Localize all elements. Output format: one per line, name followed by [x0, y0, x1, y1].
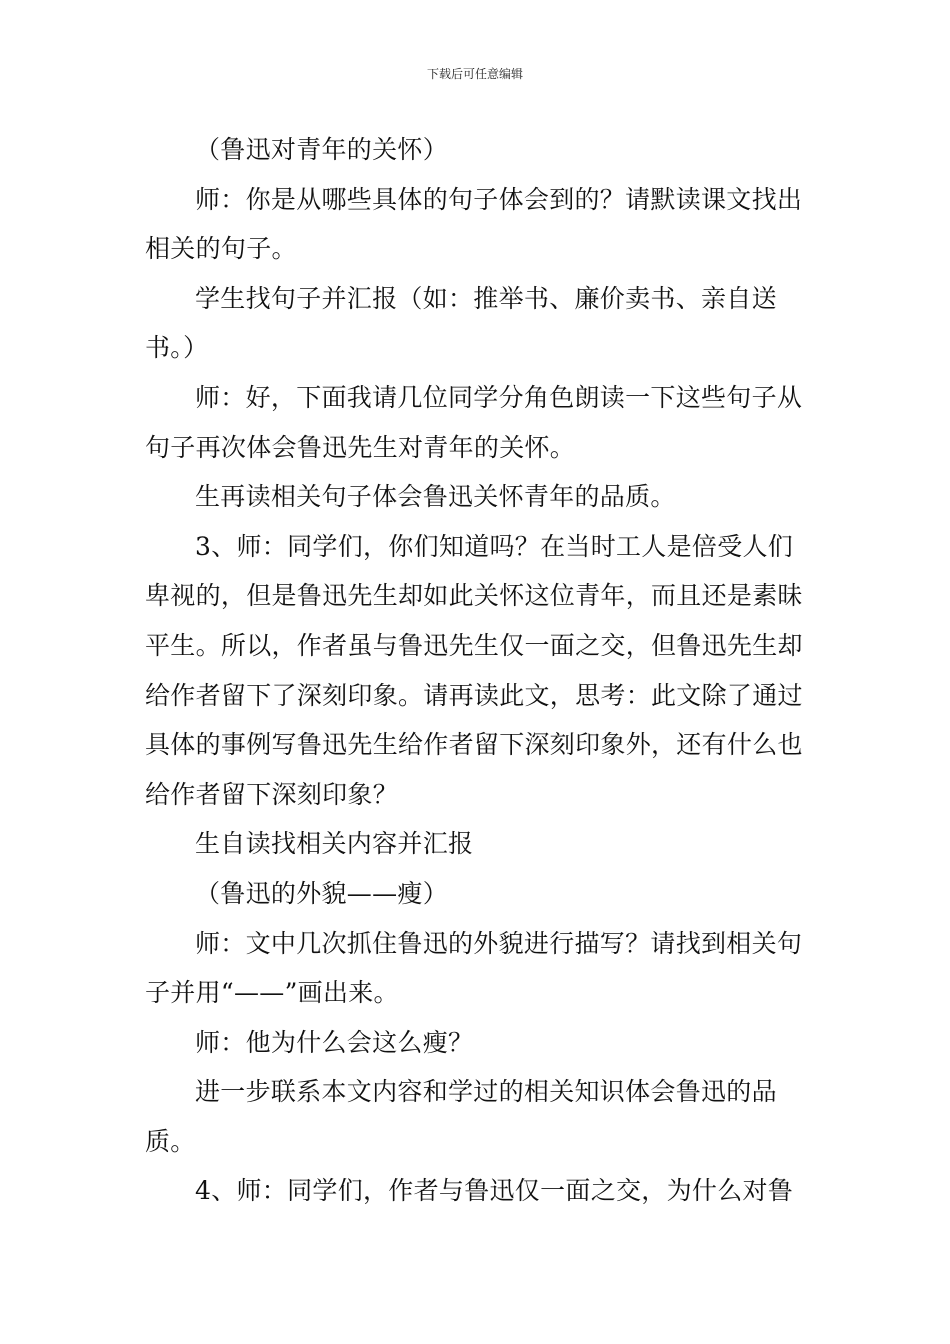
paragraph: 4、师：同学们，作者与鲁迅仅一面之交，为什么对鲁 — [195, 1176, 794, 1206]
paragraph: 进一步联系本文内容和学过的相关知识体会鲁迅的品质。 — [145, 1077, 777, 1156]
paragraph: 师：文中几次抓住鲁迅的外貌进行描写？请找到相关句子并用“——”画出来。 — [145, 928, 803, 1008]
paragraph: 生再读相关句子体会鲁迅关怀青年的品质。 — [195, 482, 676, 512]
paragraph: 生自读找相关内容并汇报 — [195, 829, 474, 859]
paragraph: （鲁迅对青年的关怀） — [195, 135, 449, 164]
document-body — [145, 125, 807, 1216]
page-header: 下载后可任意编辑 — [426, 67, 523, 81]
paragraph: 师：他为什么会这么瘦？ — [195, 1027, 474, 1057]
paragraph: 3、师：同学们，你们知道吗？在当时工人是倍受人们卑视的，但是鲁迅先生却如此关怀这位青年，而且还是素昧平生。所以，作者虽与鲁迅先生仅一面之交，但鲁迅先生却给作者留下了深刻印象。请再读此文，思考：此文除了通过具体的事例写鲁迅先生给作者留下深刻印象外，还有什么也给作者留下深刻印象？ — [145, 531, 803, 809]
paragraph: （鲁迅的外貌——瘦） — [195, 878, 449, 908]
paragraph: 师：你是从哪些具体的句子体会到的？请默读课文找出相关的句子。 — [145, 184, 803, 264]
paragraph: 学生找句子并汇报（如：推举书、廉价卖书、亲自送书。） — [145, 283, 777, 363]
paragraph: 师：好，下面我请几位同学分角色朗读一下这些句子从句子再次体会鲁迅先生对青年的关怀。 — [145, 382, 803, 462]
